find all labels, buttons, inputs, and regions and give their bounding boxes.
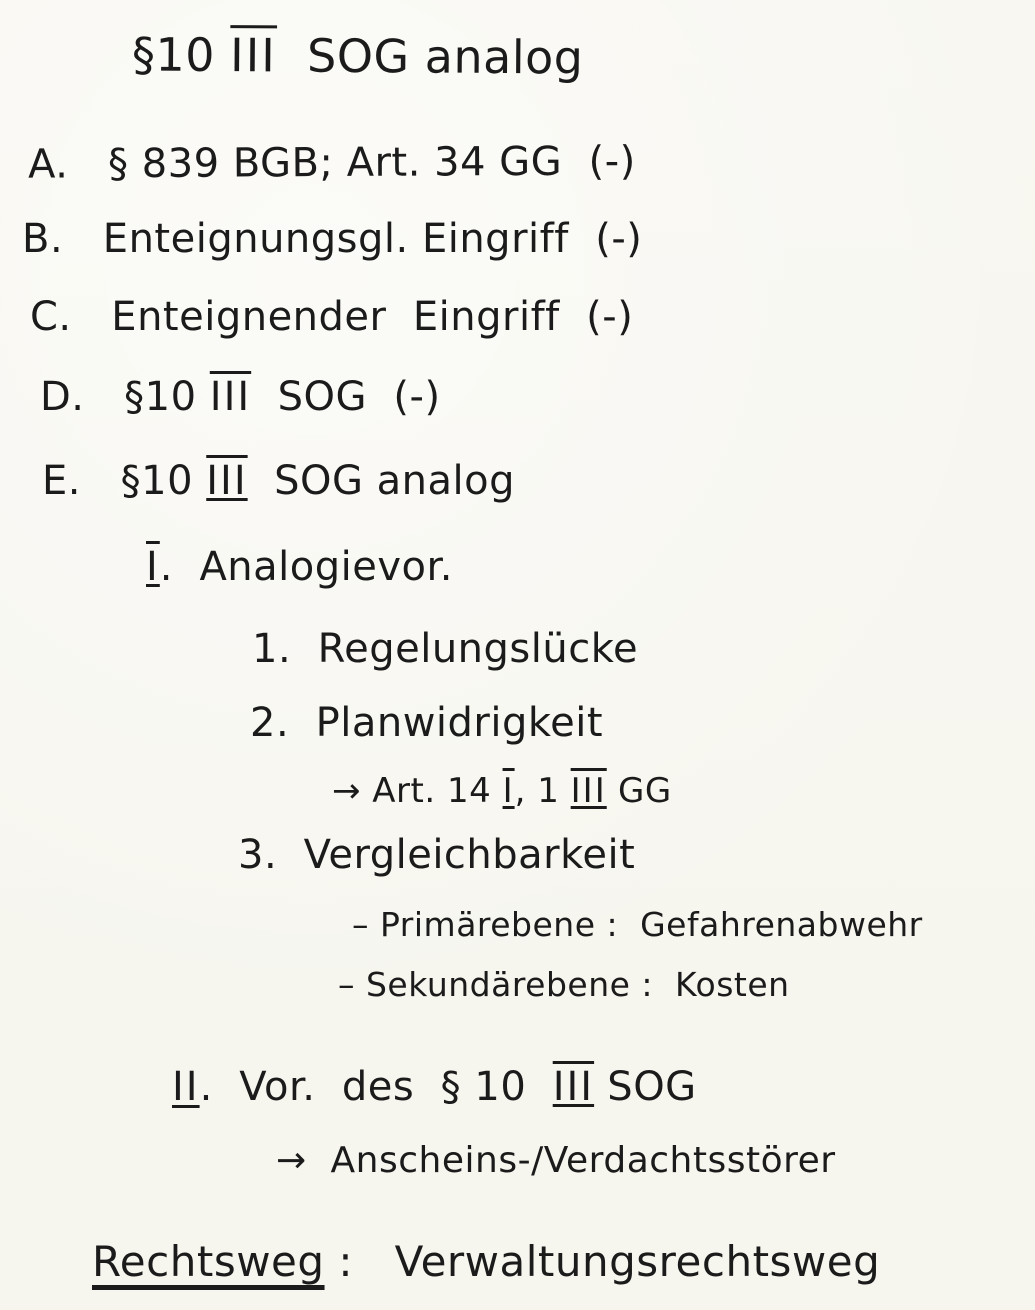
note-line-n3 xyxy=(238,832,635,878)
text-segment: E. §10 xyxy=(42,458,207,504)
text-segment: §10 xyxy=(131,27,231,83)
text-segment: SOG analog xyxy=(247,458,516,504)
note-line-n1 xyxy=(252,626,638,672)
text-segment: A. § 839 BGB; Art. 34 GG (-) xyxy=(27,138,636,188)
text-segment: I xyxy=(146,544,160,590)
text-segment: → Art. 14 xyxy=(332,771,503,811)
note-line-i xyxy=(146,544,453,590)
text-segment: I xyxy=(502,771,515,811)
text-segment: III xyxy=(206,458,248,504)
text-segment: 1. Regelungslücke xyxy=(252,626,639,672)
text-segment: III xyxy=(552,1064,595,1110)
text-segment: → Anscheins-/Verdachtsstörer xyxy=(276,1140,836,1181)
text-segment: $\overline{III}$ xyxy=(209,374,252,420)
text-segment: Rechtsweg xyxy=(92,1237,325,1286)
note-line-a xyxy=(28,138,636,187)
note-line-arrow1 xyxy=(332,772,672,811)
text-segment: $\overline{III}$ xyxy=(229,28,278,83)
note-line-d xyxy=(40,374,441,420)
text-segment: – Sekundärebene : Kosten xyxy=(338,965,790,1004)
note-line-dash1 xyxy=(352,906,923,944)
text-segment: III xyxy=(570,771,607,811)
text-segment: . Analogievor. xyxy=(159,544,453,590)
text-segment: II xyxy=(172,1064,200,1110)
text-segment: SOG (-) xyxy=(251,374,441,420)
text-segment: GG xyxy=(606,771,672,811)
note-line-c xyxy=(30,294,633,340)
note-line-dash2 xyxy=(338,966,790,1004)
text-segment: – Primärebene : Gefahrenabwehr xyxy=(352,905,923,944)
text-segment: C. Enteignender Eingriff (-) xyxy=(30,294,634,340)
note-line-title xyxy=(132,28,584,84)
note-line-e xyxy=(42,458,515,504)
text-segment: B. Enteignungsgl. Eingriff (-) xyxy=(22,216,643,262)
text-segment: : Verwaltungsrechtsweg xyxy=(324,1237,881,1286)
text-segment: . Vor. des § 10 xyxy=(199,1064,553,1110)
note-line-n2 xyxy=(250,700,603,746)
text-segment: , 1 xyxy=(514,771,571,811)
text-segment: SOG xyxy=(594,1064,697,1110)
note-line-ii xyxy=(172,1064,697,1110)
note-line-rechtsweg xyxy=(92,1238,880,1286)
text-segment: 2. Planwidrigkeit xyxy=(250,700,604,746)
note-line-arrow2 xyxy=(276,1140,836,1181)
text-segment: SOG analog xyxy=(276,28,584,85)
note-line-b xyxy=(22,216,642,262)
text-segment: D. §10 xyxy=(40,374,210,420)
text-segment: 3. Vergleichbarkeit xyxy=(238,832,636,878)
